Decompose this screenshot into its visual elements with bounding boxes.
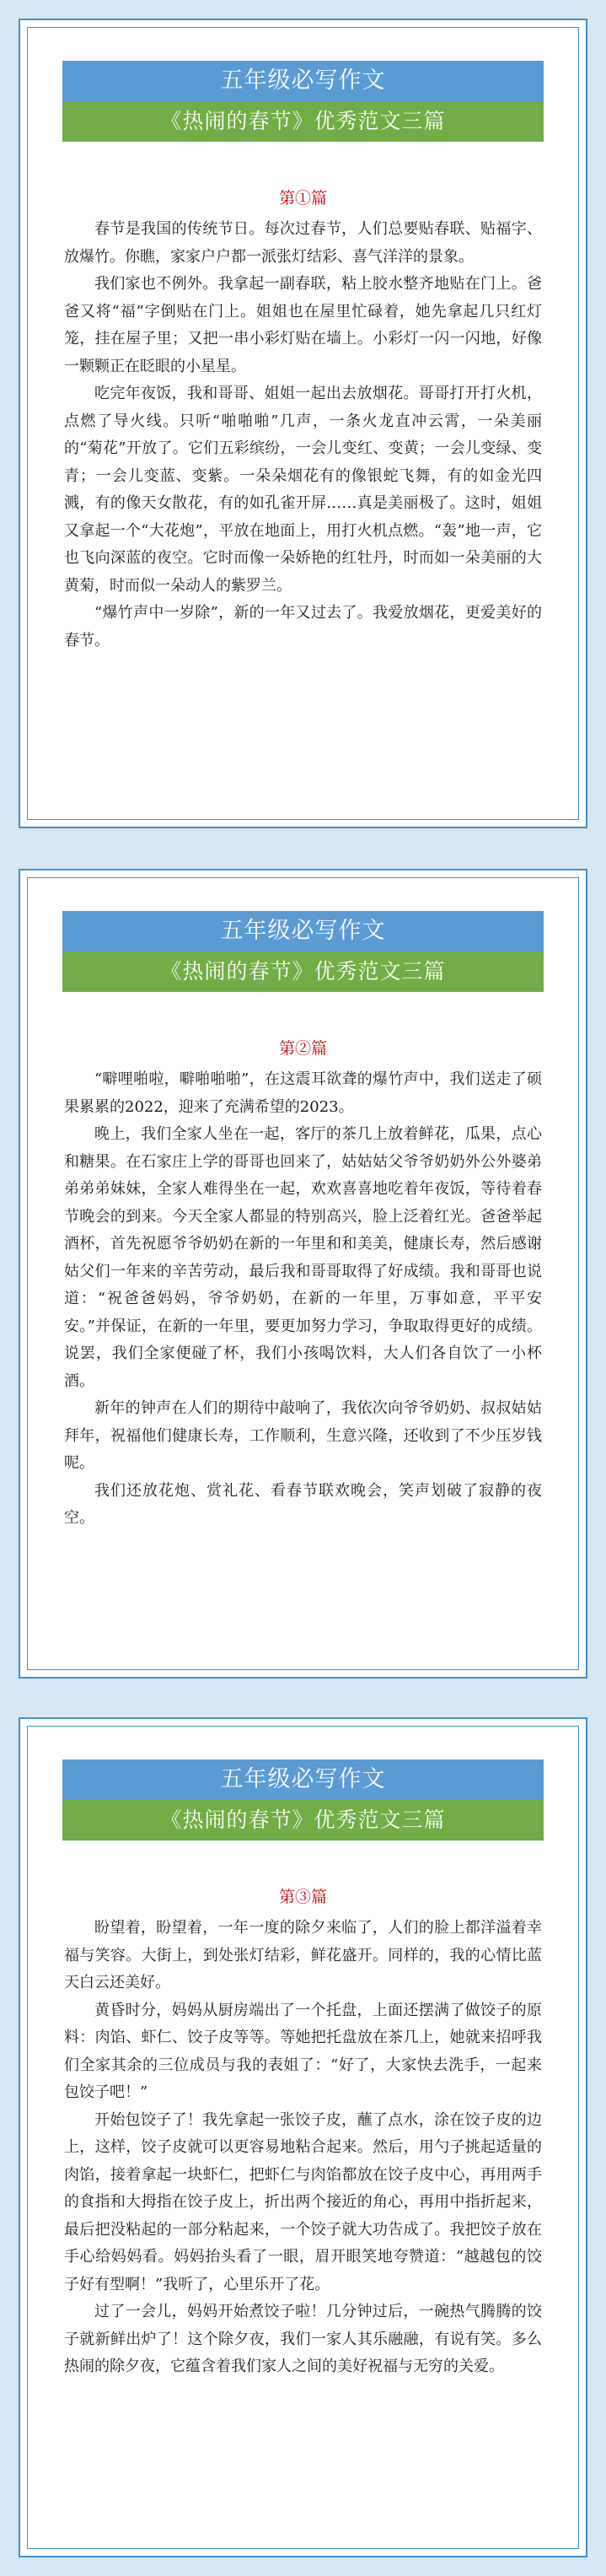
paragraph: 盼望着，盼望着，一年一度的除夕来临了，人们的脸上都洋溢着幸福与笑容。大街上，到处张灯结彩，鲜花盛开。同样的，我的心情比蓝天白云还美好。	[64, 1919, 542, 1991]
essay-card-3	[19, 1717, 587, 2557]
title-banner: 五年级必写作文	[62, 1760, 544, 1800]
subtitle-banner: 《热闹的春节》优秀范文三篇	[62, 951, 544, 992]
paragraph: 我们还放花炮、赏礼花、看春节联欢晚会，笑声划破了寂静的夜空。	[64, 1481, 542, 1527]
paragraph: 开始包饺子了！我先拿起一张饺子皮，蘸了点水，涂在饺子皮的边上，这样，饺子皮就可以更容易地粘合起来。然后，用勺子挑起适量的肉馅，接着拿起一块虾仁，把虾仁与肉馅都放在饺子皮中心，再用两手的食指和大拇指在饺子皮上，折出两个接近的角心，再用中指折起来，最后把没粘起的一部分粘起来，一个饺子就大功告成了。我把饺子放在手心给妈妈看。妈妈抬头看了一眼，眉开眼笑地夸赞道：“越越包的饺子好有型啊！”我听了，心里乐开了花。	[64, 2110, 542, 2293]
essay-body	[64, 1066, 542, 1533]
essay-label: 第①篇	[278, 189, 327, 207]
title-banner: 五年级必写作文	[62, 911, 544, 951]
essay-card-1	[19, 19, 587, 828]
essay-body	[64, 1915, 542, 2381]
paragraph: 晚上，我们全家人坐在一起，客厅的茶几上放着鲜花，瓜果，点心和糖果。在石家庄上学的哥哥也回来了，姑姑姑父爷爷奶奶外公外婆弟弟弟弟妹妹，全家人难得坐在一起，欢欢喜喜地吃着年夜饭，等待着春节晚会的到来。今天全家人都显的特别高兴，脸上泛着红光。爸爸举起酒杯，首先祝愿爷爷奶奶在新的一年里和和美美，健康长寿，然后感谢姑父们一年来的辛苦劳动，最后我和哥哥取得了好成绩。我和哥哥也说道：“祝爸爸妈妈，爷爷奶奶，在新的一年里，万事如意，平平安安。”并保证，在新的一年里，要更加努力学习，争取取得更好的成绩。说罢，我们全家便碰了杯，我们小孩喝饮料，大人们各自饮了一小杯酒。	[64, 1125, 542, 1390]
paragraph: 春节是我国的传统节日。每次过春节，人们总要贴春联、贴福字、放爆竹。你瞧，家家户户都一派张灯结彩、喜气洋洋的景象。	[64, 220, 542, 266]
essay-label: 第②篇	[278, 1039, 327, 1058]
essay-label: 第③篇	[278, 1888, 327, 1906]
essay-card-2	[19, 869, 587, 1679]
title-banner: 五年级必写作文	[62, 61, 544, 101]
subtitle-banner: 《热闹的春节》优秀范文三篇	[62, 1800, 544, 1840]
paragraph: 新年的钟声在人们的期待中敲响了，我依次向爷爷奶奶、叔叔姑姑拜年，祝福他们健康长寿，工作顺利，生意兴隆，还收到了不少压岁钱呢。	[64, 1399, 542, 1472]
paragraph: 我们家也不例外。我拿起一副春联，粘上胶水整齐地贴在门上。爸爸又将“福”字倒贴在门上。姐姐也在屋里忙碌着，她先拿起几只红灯笼，挂在屋子里；又把一串小彩灯贴在墙上。小彩灯一闪一闪地，好像一颗颗正在眨眼的小星星。	[64, 275, 542, 375]
paragraph: “噼哩啪啦，噼啪啪啪”，在这震耳欲聋的爆竹声中，我们送走了硕果累累的2022，迎来了充满希望的2023。	[64, 1070, 542, 1116]
subtitle-banner: 《热闹的春节》优秀范文三篇	[62, 101, 544, 142]
paragraph: 过了一会儿，妈妈开始煮饺子啦！几分钟过后，一碗热气腾腾的饺子就新鲜出炉了！这个除夕夜，我们一家人其乐融融，有说有笑。多么热闹的除夕夜，它蕴含着我们家人之间的美好祝福与无穷的关爱。	[64, 2303, 542, 2375]
paragraph: 吃完年夜饭，我和哥哥、姐姐一起出去放烟花。哥哥打开打火机，点燃了导火线。只听“啪啪啪”几声，一条火龙直冲云霄，一朵美丽的“菊花”开放了。它们五彩缤纷，一会儿变红、变黄；一会儿变绿、变青；一会儿变蓝、变紫。一朵朵烟花有的像银蛇飞舞，有的如金光四溅，有的像天女散花，有的如孔雀开屏……真是美丽极了。这时，姐姐又拿起一个“大花炮”，平放在地面上，用打火机点燃。“轰”地一声，它也飞向深蓝的夜空。它时而像一朵娇艳的红牡丹，时而如一朵美丽的大黄菊，时而似一朵动人的紫罗兰。	[64, 385, 542, 595]
paragraph: 黄昏时分，妈妈从厨房端出了一个托盘，上面还摆满了做饺子的原料：肉馅、虾仁、饺子皮等等。等她把托盘放在茶几上，她就来招呼我们全家其余的三位成员与我的表姐了：“好了，大家快去洗手，一起来包饺子吧！”	[64, 2001, 542, 2101]
paragraph: “爆竹声中一岁除”，新的一年又过去了。我爱放烟花，更爱美好的春节。	[64, 604, 542, 649]
essay-body	[64, 216, 542, 655]
